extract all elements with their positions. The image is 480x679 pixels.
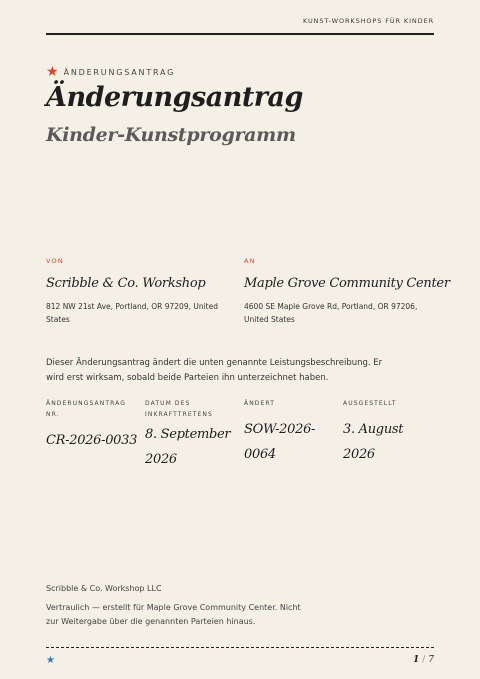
meta-effective-date [145, 398, 237, 472]
party-to [244, 257, 450, 326]
to-address: 4600 SE Maple Grove Rd, Portland, OR 97206, United States [244, 302, 418, 324]
header-brand: KUNST-WORKSHOPS FÜR KINDER [302, 17, 434, 25]
header-divider [46, 33, 434, 35]
footer-company: Scribble & Co. Workshop LLC [46, 584, 162, 593]
page-number [413, 655, 434, 665]
from-address: 812 NW 21st Ave, Portland, OR 97209, United States [46, 302, 218, 324]
footer-note: Vertraulich — erstellt für Maple Grove Community Center. Nicht zur Weitergabe über die genannten Parteien hinaus. [46, 603, 301, 626]
meta-value: SOW-2026-0064 [244, 422, 316, 462]
to-label: AN [244, 257, 256, 265]
meta-issued [343, 398, 435, 467]
page-separator: / [422, 655, 426, 665]
intro-text: Dieser Änderungsantrag ändert die unten genannte Leistungsbeschreibung. Er wird erst wirksam, sobald beide Parteien ihn unterzeichnet haben. [46, 358, 383, 383]
meta-amends [244, 398, 336, 467]
meta-value: CR-2026-0033 [46, 433, 138, 448]
footer-divider [46, 647, 434, 648]
page-title: Änderungsantrag [46, 82, 303, 113]
document-page [46, 0, 450, 679]
star-icon: ★ [46, 64, 59, 80]
to-name: Maple Grove Community Center [244, 276, 450, 291]
page-subtitle: Kinder-Kunstprogramm [46, 124, 296, 146]
meta-label: ÄNDERUNGSANTRAG NR. [46, 400, 126, 418]
meta-label: AUSGESTELLT [343, 400, 397, 407]
party-from [46, 257, 226, 326]
eyebrow-label: ÄNDERUNGSANTRAG [63, 67, 176, 77]
meta-value: 8. September 2026 [145, 427, 231, 467]
from-label: VON [46, 257, 64, 265]
star-icon: ★ [46, 655, 55, 666]
page-total: 7 [428, 655, 434, 665]
from-name: Scribble & Co. Workshop [46, 276, 206, 291]
meta-label: DATUM DES INKRAFTTRETENS [145, 400, 213, 418]
eyebrow [46, 65, 175, 79]
meta-change-request-no [46, 398, 138, 453]
page-current: 1 [412, 655, 420, 665]
meta-value: 3. August 2026 [343, 422, 404, 462]
meta-label: ÄNDERT [244, 400, 276, 407]
